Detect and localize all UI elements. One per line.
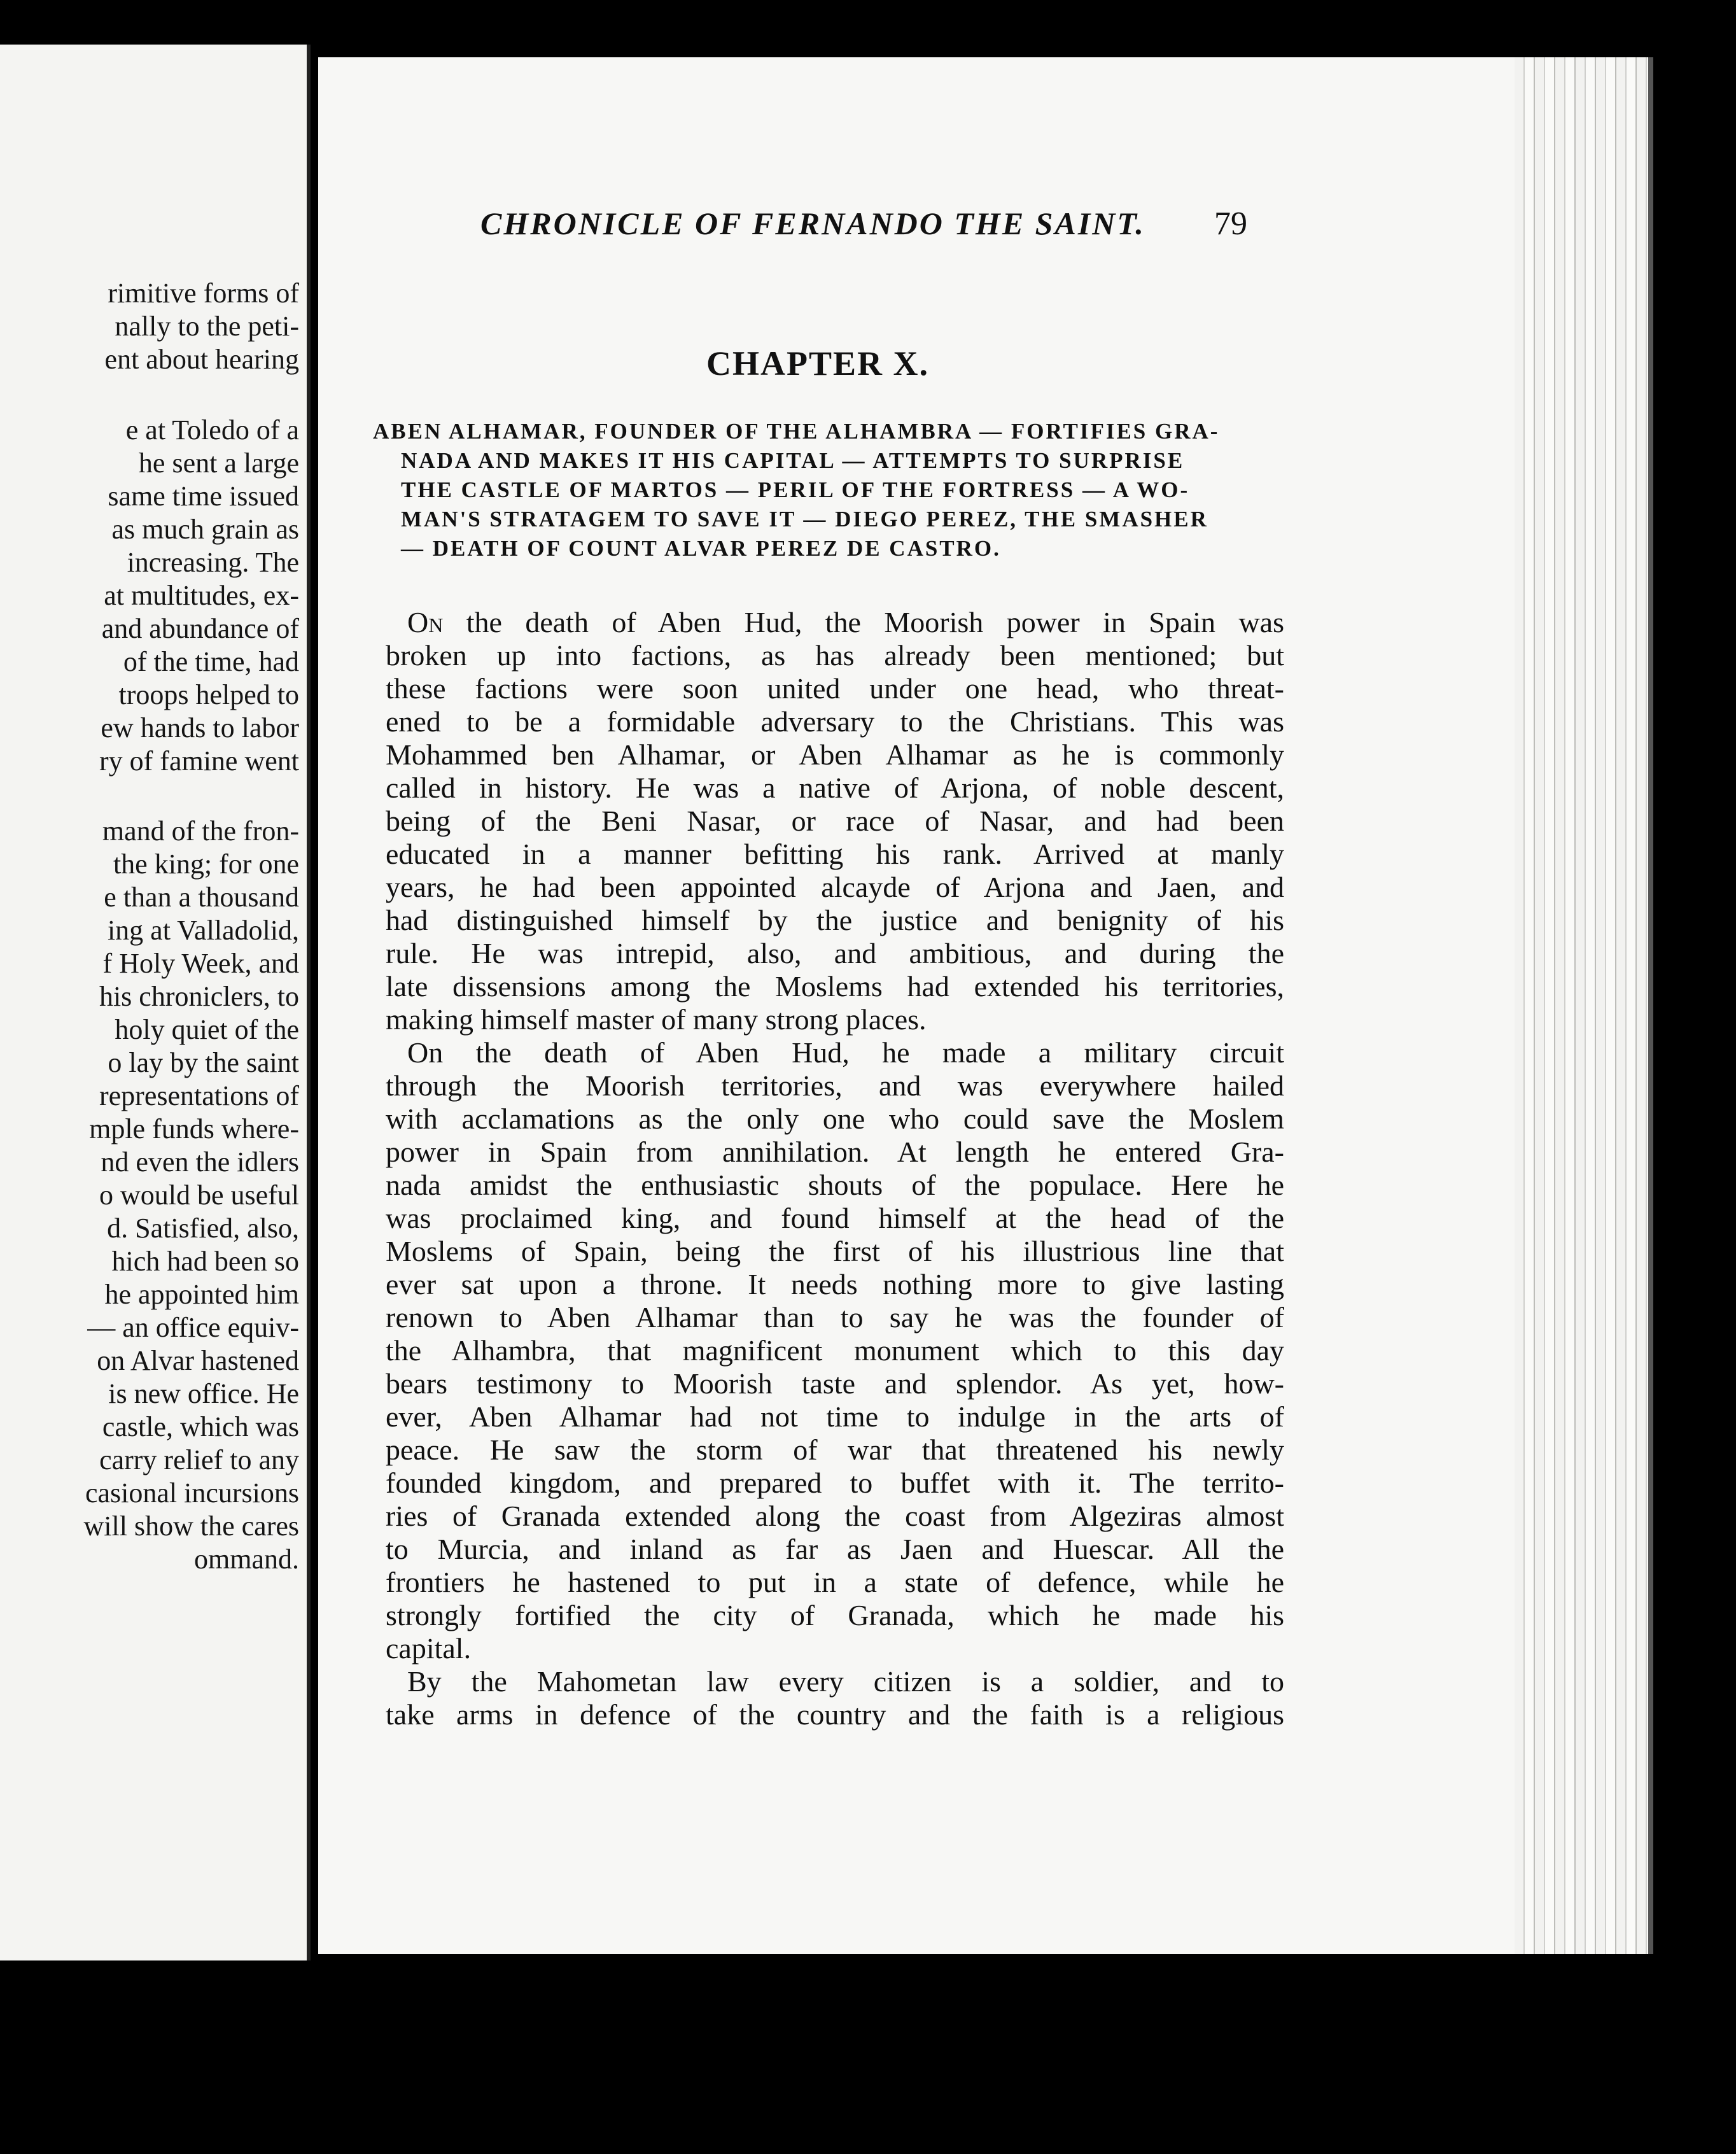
- opening-small-caps: On: [407, 606, 444, 638]
- left-page-line: troops helped to: [118, 679, 299, 710]
- body-line: ever sat upon a throne. It needs nothing more to give lasting: [386, 1268, 1284, 1300]
- left-page-line: mand of the fron-: [102, 815, 299, 847]
- body-line: these factions were soon united under one head, who threat-: [386, 672, 1284, 705]
- left-page: [0, 45, 311, 1960]
- left-page-line: e than a thousand: [104, 882, 299, 913]
- body-line: with acclamations as the only one who could save the Moslem: [386, 1102, 1284, 1135]
- body-line: ened to be a formidable adversary to the Christians. This was: [386, 705, 1284, 738]
- left-page-line: he sent a large: [138, 447, 299, 479]
- synopsis-line: THE CASTLE OF MARTOS — PERIL OF THE FORTRESS — A WO-: [401, 477, 1190, 502]
- left-page-line: d. Satisfied, also,: [107, 1213, 299, 1244]
- body-line: ries of Granada extended along the coast from Algeziras almost: [386, 1500, 1284, 1532]
- body-line: to Murcia, and inland as far as Jaen and Huescar. All the: [386, 1533, 1284, 1565]
- page-edges: [1515, 57, 1648, 1954]
- left-page-line: at multitudes, ex-: [104, 580, 299, 611]
- left-page-line: ommand.: [194, 1544, 299, 1575]
- left-page-line: mple funds where-: [89, 1113, 299, 1144]
- body-line: On the death of Aben Hud, he made a military circuit: [407, 1036, 1284, 1069]
- left-page-line: castle, which was: [102, 1411, 299, 1442]
- body-line: broken up into factions, as has already been mentioned; but: [386, 639, 1284, 672]
- body-line: through the Moorish territories, and was everywhere hailed: [386, 1069, 1284, 1102]
- body-line: bears testimony to Moorish taste and splendor. As yet, how-: [386, 1367, 1284, 1400]
- body-line: the Alhambra, that magnificent monument which to this day: [386, 1334, 1284, 1367]
- body-line: Moslems of Spain, being the first of his illustrious line that: [386, 1235, 1284, 1267]
- body-line: ever, Aben Alhamar had not time to indulge in the arts of: [386, 1400, 1284, 1433]
- body-line: On the death of Aben Hud, the Moorish power in Spain was: [407, 606, 1284, 638]
- chapter-title: CHAPTER X.: [706, 344, 930, 383]
- left-page-line: as much grain as: [111, 514, 299, 545]
- body-line: take arms in defence of the country and the faith is a religious: [386, 1698, 1284, 1731]
- left-page-line: e at Toledo of a: [125, 414, 299, 446]
- left-page-line: hich had been so: [111, 1246, 299, 1277]
- left-page-line: increasing. The: [127, 547, 299, 578]
- body-line: rule. He was intrepid, also, and ambitious, and during the: [386, 937, 1284, 969]
- left-page-line: the king; for one: [113, 848, 299, 880]
- body-line: nada amidst the enthusiastic shouts of the populace. Here he: [386, 1169, 1284, 1201]
- left-page-line: he appointed him: [104, 1279, 299, 1310]
- left-page-line: o lay by the saint: [108, 1047, 299, 1078]
- body-line: was proclaimed king, and found himself at the head of the: [386, 1202, 1284, 1234]
- left-page-line: ew hands to labor: [101, 712, 299, 743]
- left-page-line: casional incursions: [85, 1477, 299, 1509]
- synopsis-line: — DEATH OF COUNT ALVAR PEREZ DE CASTRO.: [401, 536, 1001, 561]
- body-line: renown to Aben Alhamar than to say he was the founder of: [386, 1301, 1284, 1334]
- synopsis-line: ABEN ALHAMAR, FOUNDER OF THE ALHAMBRA — FORTIFIES GRA-: [373, 419, 1220, 444]
- left-page-line: — an office equiv-: [87, 1312, 299, 1343]
- left-page-line: nally to the peti-: [115, 311, 299, 342]
- body-line: capital.: [386, 1632, 472, 1665]
- body-line: By the Mahometan law every citizen is a soldier, and to: [407, 1665, 1284, 1698]
- left-page-line: carry relief to any: [99, 1444, 299, 1475]
- page-number: 79: [1214, 206, 1247, 242]
- body-line: called in history. He was a native of Arjona, of noble descent,: [386, 771, 1284, 804]
- body-line: years, he had been appointed alcayde of Arjona and Jaen, and: [386, 871, 1284, 903]
- synopsis-line: NADA AND MAKES IT HIS CAPITAL — ATTEMPTS TO SURPRISE: [401, 448, 1185, 473]
- body-line: had distinguished himself by the justice and benignity of his: [386, 904, 1284, 936]
- body-line: strongly fortified the city of Granada, which he made his: [386, 1599, 1284, 1631]
- body-line: frontiers he hastened to put in a state of defence, while he: [386, 1566, 1284, 1598]
- running-head: CHRONICLE OF FERNANDO THE SAINT.: [480, 206, 1145, 241]
- body-line: power in Spain from annihilation. At length he entered Gra-: [386, 1136, 1284, 1168]
- left-page-line: will show the cares: [83, 1510, 299, 1542]
- left-page-line: his chroniclers, to: [99, 981, 299, 1012]
- left-page-line: holy quiet of the: [115, 1014, 299, 1045]
- left-page-line: and abundance of: [101, 613, 299, 644]
- left-page-line: on Alvar hastened: [97, 1345, 299, 1376]
- left-page-line: representations of: [99, 1080, 299, 1111]
- body-line: making himself master of many strong places.: [386, 1003, 927, 1036]
- body-line: Mohammed ben Alhamar, or Aben Alhamar as he is commonly: [386, 738, 1284, 771]
- left-page-line: is new office. He: [108, 1378, 299, 1409]
- body-line: late dissensions among the Moslems had extended his territories,: [386, 970, 1284, 1003]
- left-page-line: ent about hearing: [104, 344, 299, 375]
- body-line: educated in a manner befitting his rank. Arrived at manly: [386, 838, 1284, 870]
- body-line: peace. He saw the storm of war that threatened his newly: [386, 1433, 1284, 1466]
- body-line: being of the Beni Nasar, or race of Nasar, and had been: [386, 805, 1284, 837]
- left-page-line: same time issued: [108, 481, 299, 512]
- left-page-line: nd even the idlers: [101, 1146, 299, 1178]
- body-line: founded kingdom, and prepared to buffet with it. The territo-: [386, 1467, 1284, 1499]
- left-page-line: ry of famine went: [99, 745, 299, 777]
- left-page-line: ing at Valladolid,: [107, 915, 299, 946]
- left-page-line: of the time, had: [123, 646, 299, 677]
- left-page-line: f Holy Week, and: [102, 948, 299, 979]
- left-page-line: rimitive forms of: [108, 278, 299, 309]
- left-page-line: o would be useful: [99, 1179, 299, 1211]
- synopsis-line: MAN'S STRATAGEM TO SAVE IT — DIEGO PEREZ, THE SMASHER: [401, 507, 1208, 531]
